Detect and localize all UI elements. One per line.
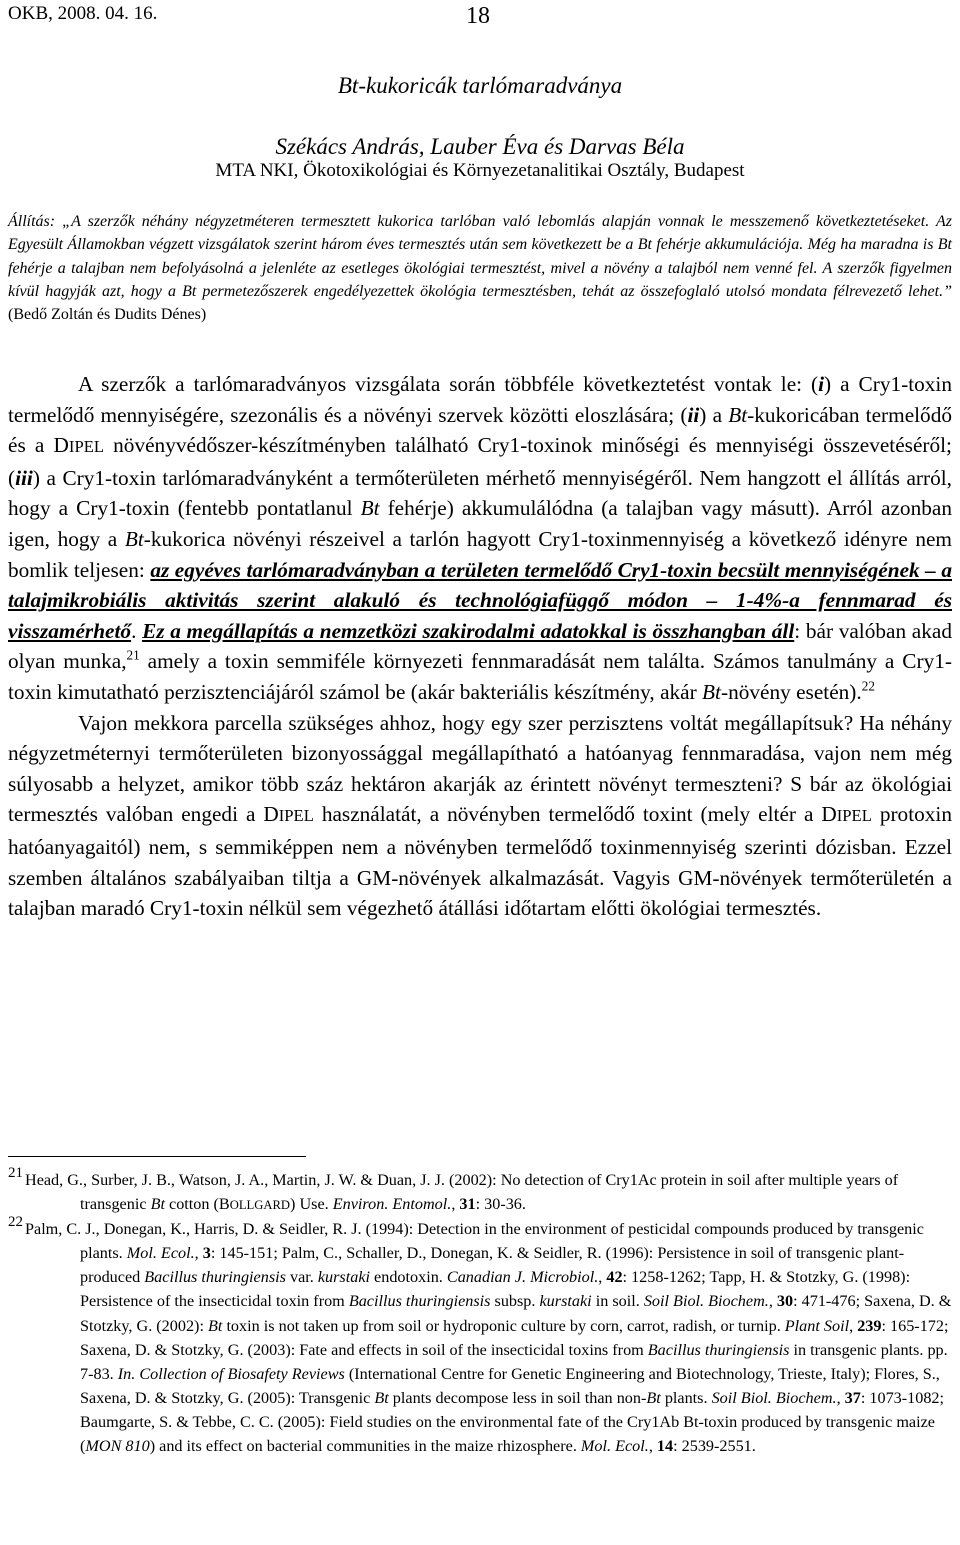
footnote-mark: 22 bbox=[8, 1214, 23, 1231]
italic-run: In. Collection of Biosafety Reviews bbox=[117, 1364, 345, 1383]
text-run: plants. bbox=[660, 1388, 712, 1407]
text-run: Vajon mekkora parcella szükséges ahhoz, hogy egy szer perzisztens voltát megállapítsuk? Ha néhány négyzetméternyi termőterületen bizonyossággal megállapítható a hatóanyag fennmaradása, vajon nem még súlyosabb a helyzet, amikor több száz hektáron akarják az érintett növényt termeszteni? S bár az ökológiai termesztés valóban engedi a D bbox=[8, 710, 952, 827]
small-caps-run: OLLGARD bbox=[229, 1198, 291, 1213]
roman-numeral: ii bbox=[687, 402, 700, 427]
text-run: -kukorica növényi részeivel a tarlón hagyott Cry1-toxinmennyiség a következő idényre nem bomlik teljesen: bbox=[8, 526, 952, 582]
roman-numeral: i bbox=[818, 372, 825, 396]
claim-box bbox=[8, 210, 952, 326]
roman-numeral: iii bbox=[15, 465, 33, 490]
text-run: , bbox=[451, 1195, 460, 1214]
text-run: toxin is not taken up from soil or hydroponic culture by corn, carrot, radish, or turnip. bbox=[222, 1316, 785, 1335]
bold-run: 14 bbox=[656, 1437, 674, 1456]
footnote-ref-21[interactable]: 21 bbox=[126, 647, 140, 663]
emphasis-run: az egyéves tarlómaradványban a területen termelődő Cry1-toxin becsült mennyiségének – a talajmikrobiális aktivitás szerint alakuló és technológiafüggő módon – 1-4%-a fennmarad és visszamérhető bbox=[8, 557, 952, 643]
bold-run: 30 bbox=[776, 1292, 794, 1311]
text-run: , bbox=[836, 1388, 845, 1407]
text-run: : 2539-2551. bbox=[673, 1437, 756, 1456]
author-list: Székács András, Lauber Éva és Darvas Béla bbox=[275, 134, 685, 159]
footnotes bbox=[8, 1165, 952, 1458]
text-run: fehérje) akkumulálódna (a talajban vagy másutt). Arról azonban igen, hogy a bbox=[8, 496, 952, 551]
main-text bbox=[8, 369, 952, 924]
affiliation: MTA NKI, Ökotoxikológiai és Környezetanalitikai Osztály, Budapest bbox=[215, 160, 745, 181]
text-run: A szerzők a tarlómaradványos vizsgálata során többféle következtetést vontak le: ( bbox=[78, 372, 819, 396]
text-run: in transgenic plants. pp. 7-83. bbox=[80, 1340, 948, 1383]
bold-run: 37 bbox=[844, 1388, 861, 1407]
article-title bbox=[0, 73, 960, 99]
bold-run: 42 bbox=[606, 1268, 623, 1287]
small-caps-run: IPEL bbox=[836, 806, 872, 826]
italic-run: Plant Soil bbox=[784, 1316, 850, 1335]
text-run: Palm, C. J., Donegan, K., Harris, D. & Seidler, R. J. (1994): Detection in the environment of pesticidal compounds produced by transgenic plants. bbox=[25, 1220, 924, 1263]
text-run: in soil. bbox=[591, 1292, 644, 1311]
italic-run: Mol. Ecol. bbox=[126, 1244, 195, 1263]
text-run: ) a Cry1-toxin termelődő mennyiségére, szezonális és a növényi szervek közötti eloszlására; ( bbox=[8, 372, 952, 427]
italic-run: Bacillus thuringiensis bbox=[144, 1268, 286, 1287]
italic-run: Mol. Ecol. bbox=[580, 1437, 649, 1456]
italic-run: MON 810 bbox=[85, 1437, 150, 1456]
text-run: -növény esetén). bbox=[720, 679, 862, 704]
italic-run: Bt bbox=[150, 1195, 165, 1214]
text-run: amely a toxin semmiféle környezeti fennmaradását nem találta. Számos tanulmány a Cry1-toxin kimutatható perzisztenciájáról számol be (akár bakteriális készítmény, akár bbox=[8, 649, 952, 704]
text-run: : 145-151; Palm, C., Schaller, D., Donegan, K. & Seidler, R. (1996): Persistence in soil of transgenic plant-produced bbox=[80, 1244, 905, 1287]
italic-run: Environ. Entomol. bbox=[332, 1195, 452, 1214]
paragraph-1 bbox=[8, 369, 952, 708]
bold-run: 3 bbox=[202, 1244, 211, 1263]
italic-run: Bacillus thuringiensis bbox=[647, 1340, 790, 1359]
text-run: , bbox=[849, 1316, 858, 1335]
text-run: plants decompose less in soil than non- bbox=[388, 1388, 647, 1407]
claim-text: „A szerzők néhány négyzetméteren termesztett kukorica tarlóban való lebomlás alapján vonnak le messzemenő következtetéseket. Az Egyesült Államokban végzett vizsgálatok szerint három éves termesztés után sem következett be a Bt fehérje akkumulációja. Még ha maradna is Bt fehérje a talajban nem befolyásolná a jelenléte az esetleges ökológiai termesztést, mivel a növény a talajból nem venné fel. A szerzők figyelmen kívül hagyják azt, hogy a Bt permetezőszerek engedélyezettek ökológia termesztésben, tehát az összefoglaló utolsó mondata félrevezető lehet.” bbox=[8, 213, 952, 300]
italic-term: Bt bbox=[360, 496, 380, 521]
italic-run: Bt bbox=[374, 1388, 389, 1407]
text-run: : bár valóban akad olyan munka, bbox=[8, 618, 952, 674]
footnote-mark: 21 bbox=[8, 1165, 23, 1181]
claim-label: Állítás: bbox=[8, 213, 56, 230]
text-run: : 471-476; Saxena, D. & Stotzky, G. (2002): bbox=[80, 1292, 952, 1335]
text-run: var. bbox=[285, 1268, 318, 1287]
text-run: használatát, a növényben termelődő toxint (mely eltér a D bbox=[313, 802, 837, 827]
footnote-22 bbox=[8, 1214, 952, 1458]
footnote-21 bbox=[8, 1165, 952, 1217]
text-run: , bbox=[768, 1292, 777, 1311]
italic-run: Soil Biol. Biochem. bbox=[643, 1292, 769, 1311]
text-run: protoxin hatóanyagaitól) nem, s semmiképpen nem a növényben termelődő toxinmennyiség szerinti dózisban. Ezzel szemben általános szabályaiban tiltja a GM-növények alkalmazását. Vagyis GM-növények termőterületén a talajban maradó Cry1-toxin nélkül sem végezhető átállási időtartam előtti ökológiai termesztés. bbox=[8, 802, 952, 921]
text-run: -kukoricában termelődő és a D bbox=[8, 402, 953, 458]
italic-run: kurstaki bbox=[317, 1268, 370, 1287]
text-run: ) and its effect on bacterial communities in the maize rhizosphere. bbox=[149, 1437, 581, 1456]
italic-run: Bacillus thuringiensis bbox=[348, 1292, 491, 1311]
italic-run: Bt bbox=[208, 1316, 223, 1335]
text-run: növényvédőszer-készítményben található Cry1-toxinok minőségi és mennyiségi összevetéséről; ( bbox=[8, 433, 952, 490]
text-run: : 1258-1262; Tapp, H. & Stotzky, G. (1998): Persistence of the insecticidal toxin from bbox=[80, 1268, 911, 1311]
text-run: ) a bbox=[699, 402, 729, 427]
text-run: endotoxin. bbox=[370, 1268, 447, 1287]
bold-run: 239 bbox=[857, 1316, 882, 1335]
small-caps-run: IPEL bbox=[278, 806, 314, 826]
paragraph-2 bbox=[8, 708, 952, 924]
text-run: , bbox=[194, 1244, 203, 1263]
text-run: ) Use. bbox=[290, 1195, 333, 1214]
title-rest: -kukoricák tarlómaradványa bbox=[358, 73, 623, 98]
italic-term: Bt bbox=[702, 679, 721, 704]
page-number: 18 bbox=[466, 3, 490, 29]
claim-attribution: (Bedő Zoltán és Dudits Dénes) bbox=[8, 306, 207, 324]
emphasis-run: Ez a megállapítás a nemzetközi szakirodalmi adatokkal is összhangban áll bbox=[142, 618, 795, 643]
italic-run: Canadian J. Microbiol. bbox=[446, 1268, 599, 1287]
running-header: OKB, 2008. 04. 16. bbox=[8, 3, 158, 24]
footnote-separator bbox=[8, 1156, 306, 1157]
bold-run: 31 bbox=[459, 1195, 476, 1214]
italic-term: Bt bbox=[124, 526, 144, 551]
text-run: : 165-172; Saxena, D. & Stotzky, G. (2003): Fate and effects in soil of the insecticidal toxins from bbox=[80, 1316, 949, 1359]
italic-run: Soil Biol. Biochem. bbox=[711, 1388, 837, 1407]
text-run: , bbox=[598, 1268, 607, 1287]
text-run: ) a Cry1-toxin tarlómaradványként a termőterületen mérhető mennyiségéről. Nem hangzott el állítás arról, hogy a Cry1-toxin (fentebb pontatlanul bbox=[8, 465, 952, 521]
text-run: : 1073-1082; Baumgarte, S. & Tebbe, C. C. (2005): Field studies on the environmental fate of the Cry1Ab Bt-toxin produced by transgenic maize ( bbox=[80, 1388, 945, 1456]
small-caps-run: IPEL bbox=[68, 437, 104, 457]
italic-run: Bt bbox=[646, 1388, 661, 1407]
title-italic-part: Bt bbox=[337, 73, 359, 98]
text-run: subsp. bbox=[490, 1292, 540, 1311]
text-run: (International Centre for Genetic Engineering and Biotechnology, Trieste, Italy); Flores, S., Saxena, D. & Stotzky, G. (2005): Transgenic bbox=[80, 1364, 940, 1407]
italic-run: kurstaki bbox=[539, 1292, 592, 1311]
text-run: , bbox=[648, 1437, 657, 1456]
footnote-ref-22[interactable]: 22 bbox=[861, 678, 875, 694]
text-run: cotton (B bbox=[164, 1195, 230, 1214]
text-run: Head, G., Surber, J. B., Watson, J. A., Martin, J. W. & Duan, J. J. (2002): No detection of Cry1Ac protein in soil after multiple years of transgenic bbox=[25, 1171, 899, 1214]
italic-term: Bt bbox=[728, 402, 748, 427]
text-run: : 30-36. bbox=[475, 1195, 526, 1214]
text-run: . bbox=[131, 618, 143, 643]
